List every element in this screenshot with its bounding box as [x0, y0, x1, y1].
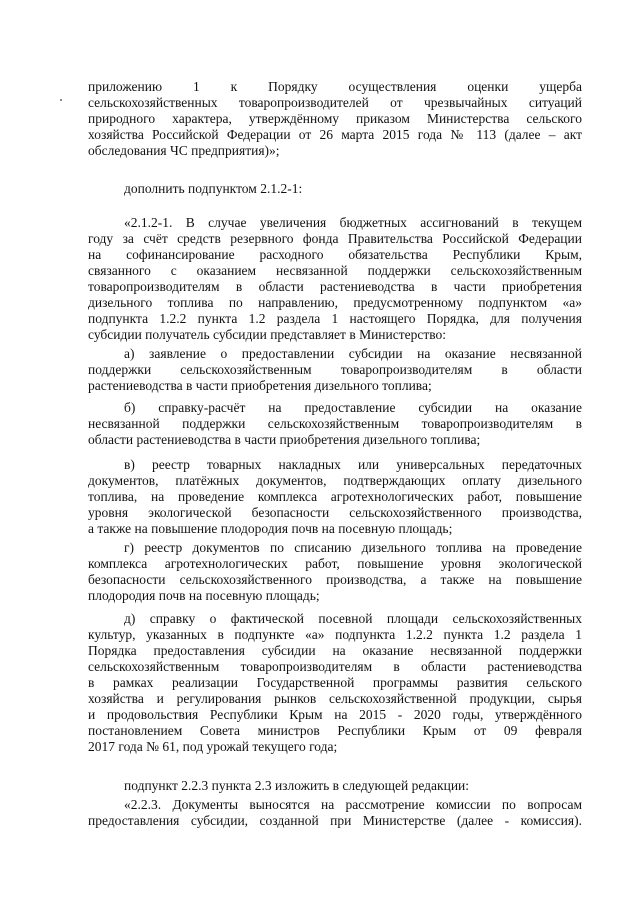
text-line: области растениеводства в части приобретения дизельного топлива;	[88, 432, 481, 447]
text-line: несвязанной поддержки сельскохозяйственным товаропроизводителям в	[88, 416, 582, 431]
text-line: и продовольствия Республики Крым на 2015 - 2020 годы, утверждённого	[88, 707, 582, 722]
text-line: приложению 1 к Порядку осуществления оценки ущерба	[88, 79, 582, 94]
text-line: постановлением Совета министров Республики Крым от 09 февраля	[88, 723, 582, 738]
text-line: природного характера, утверждённому приказом Министерства сельского	[88, 111, 582, 126]
text-line: предоставления субсидии, созданной при Министерстве (далее - комиссия).	[88, 813, 582, 828]
text-line: поддержки сельскохозяйственным товаропроизводителям в области	[88, 362, 582, 377]
text-line: а также на повышение плодородия почв на посевную площадь;	[88, 521, 453, 536]
text-line: 2017 года № 61, под урожай текущего года;	[88, 739, 338, 754]
text-line: безопасности сельскохозяйственного производства, а также на повышение	[88, 572, 582, 587]
text-line: субсидии получатель субсидии представляет в Министерство:	[88, 327, 447, 342]
text-line: документов, платёжных документов, подтверждающих оплату дизельного	[88, 473, 582, 488]
text-line: в) реестр товарных накладных или универсальных передаточных	[124, 457, 582, 472]
text-line: на софинансирование расходного обязательства Республики Крым,	[88, 247, 582, 262]
text-line: комплекса агротехнологических работ, повышение уровня экологической	[88, 556, 582, 571]
text-line: обследования ЧС предприятия)»;	[88, 143, 280, 158]
text-line: плодородия почв на посевную площадь;	[88, 588, 320, 603]
text-line: сельскохозяйственных товаропроизводителей от чрезвычайных ситуаций	[88, 95, 582, 110]
text-line: уровня экологической безопасности сельскохозяйственного производства,	[88, 505, 582, 520]
text-line: году за счёт средств резервного фонда Правительства Российской Федерации	[88, 231, 582, 246]
text-line: дополнить подпунктом 2.1.2-1:	[124, 181, 303, 196]
text-line: топлива, на проведение комплекса агротехнологических работ, повышение	[88, 489, 582, 504]
text-line: товаропроизводителям в области растениеводства в части приобретения	[88, 279, 582, 294]
text-line: д) справку о фактической посевной площади сельскохозяйственных	[124, 611, 582, 626]
text-line: «2.1.2-1. В случае увеличения бюджетных ассигнований в текущем	[124, 215, 582, 230]
text-line: связанного с оказанием несвязанной поддержки сельскохозяйственным	[88, 263, 582, 278]
text-line: растениеводства в части приобретения дизельного топлива;	[88, 378, 432, 393]
text-line: б) справку-расчёт на предоставление субсидии на оказание	[124, 400, 582, 415]
text-line: сельскохозяйственным товаропроизводителям в области растениеводства	[88, 659, 582, 674]
text-line: культур, указанных в подпункте «а» подпункта 1.2.2 пункта 1.2 раздела 1	[88, 627, 582, 642]
text-line: в рамках реализации Государственной программы развития сельского	[88, 675, 582, 690]
text-line: г) реестр документов по списанию дизельного топлива на проведение	[124, 540, 582, 555]
scan-speck	[60, 99, 62, 101]
text-line: а) заявление о предоставлении субсидии на оказание несвязанной	[124, 346, 582, 361]
text-line: подпункта 1.2.2 пункта 1.2 раздела 1 настоящего Порядка, для получения	[88, 311, 582, 326]
text-line: «2.2.3. Документы выносятся на рассмотрение комиссии по вопросам	[124, 797, 582, 812]
text-line: хозяйства и регулирования рынков сельскохозяйственной продукции, сырья	[88, 691, 582, 706]
text-line: хозяйства Российской Федерации от 26 марта 2015 года № 113 (далее – акт	[88, 127, 582, 142]
text-line: подпункт 2.2.3 пункта 2.3 изложить в следующей редакции:	[124, 778, 470, 793]
text-line: Порядка предоставления субсидии на оказание несвязанной поддержки	[88, 643, 582, 658]
text-line: дизельного топлива по направлению, предусмотренному подпунктом «а»	[88, 295, 582, 310]
